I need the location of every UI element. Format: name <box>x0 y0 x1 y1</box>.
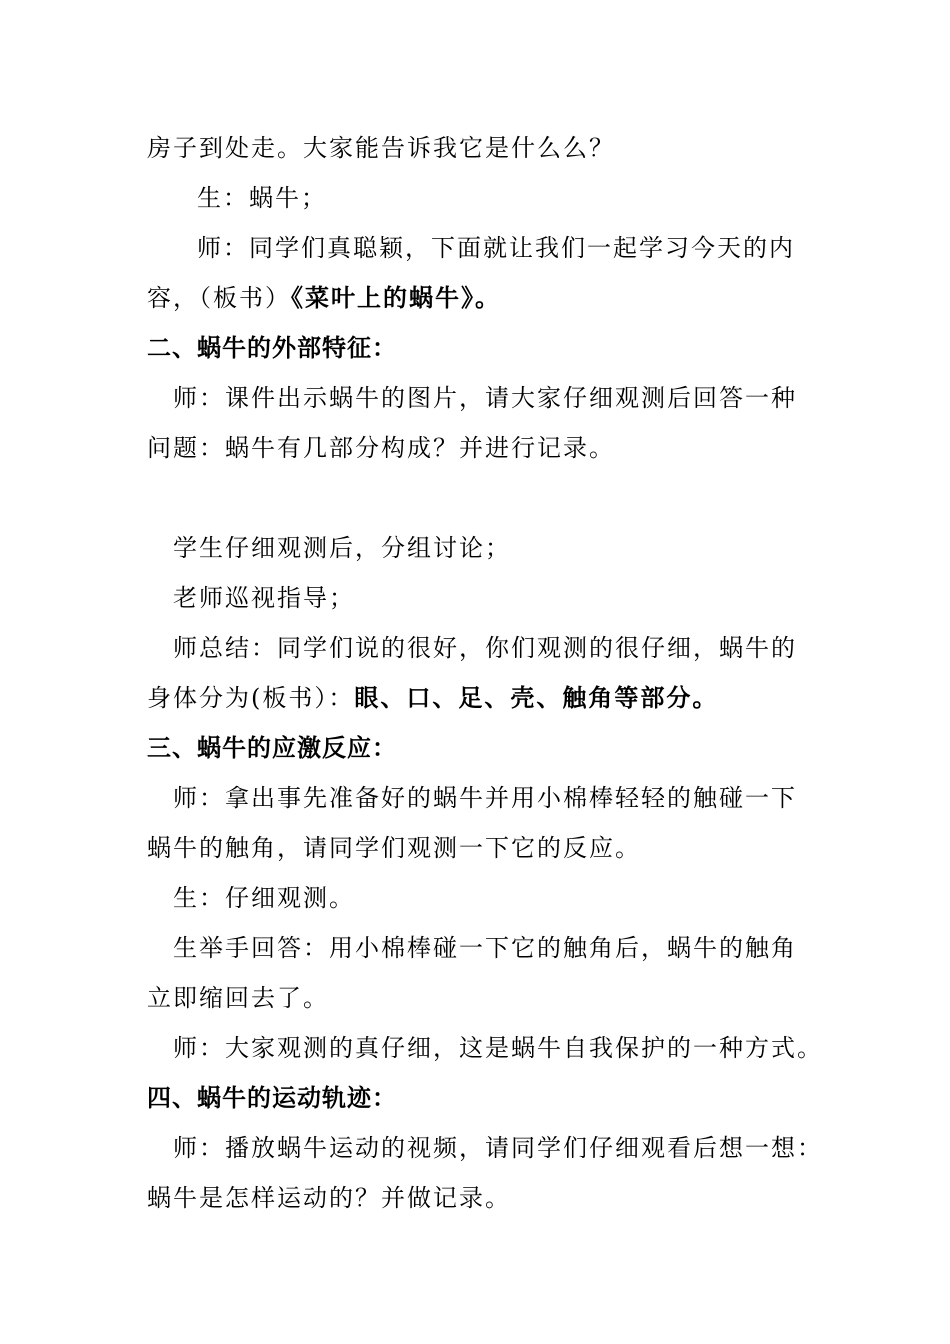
lesson-title: 《菜叶上的蜗牛》。 <box>291 283 501 312</box>
section-heading-2: 二、蜗牛的外部特征： <box>147 333 397 362</box>
paragraph-line: 生：蜗牛； <box>197 184 327 212</box>
paragraph-line: 学生仔细观测后，分组讨论； <box>173 534 511 562</box>
paragraph-line: 师：课件出示蜗牛的图片，请大家仔细观测后回答一种 <box>173 384 797 412</box>
paragraph-line: 师：大家观测的真仔细，这是蜗牛自我保护的一种方式。 <box>173 1034 823 1062</box>
paragraph-line: 师：同学们真聪颖，下面就让我们一起学习今天的内 <box>197 234 795 262</box>
paragraph-line: 房子到处走。大家能告诉我它是什么么？ <box>147 134 615 162</box>
paragraph-line <box>147 283 501 313</box>
paragraph-line: 生举手回答：用小棉棒碰一下它的触角后，蜗牛的触角 <box>173 934 797 962</box>
body-parts-list: 眼、口、足、壳、触角等部分。 <box>354 683 719 712</box>
paragraph-line <box>147 683 718 713</box>
paragraph-line: 立即缩回去了。 <box>147 984 329 1012</box>
section-heading-4: 四、蜗牛的运动轨迹： <box>147 1083 397 1112</box>
paragraph-line: 蜗牛的触角，请同学们观测一下它的反应。 <box>147 834 641 862</box>
paragraph-line: 问题：蜗牛有几部分构成？并进行记录。 <box>147 434 615 462</box>
paragraph-line: 师总结：同学们说的很好，你们观测的很仔细，蜗牛的 <box>173 634 797 662</box>
paragraph-line: 师：拿出事先准备好的蜗牛并用小棉棒轻轻的触碰一下 <box>173 784 797 812</box>
paragraph-line: 师：播放蜗牛运动的视频，请同学们仔细观看后想一想： <box>173 1134 823 1162</box>
line-text: 身体分为(板书）： <box>147 684 355 712</box>
paragraph-line: 生：仔细观测。 <box>173 884 355 912</box>
section-heading-3: 三、蜗牛的应激反应： <box>147 733 397 762</box>
line-text: 容，（板书） <box>147 284 291 312</box>
paragraph-line: 老师巡视指导； <box>173 584 355 612</box>
paragraph-line: 蜗牛是怎样运动的？并做记录。 <box>147 1184 511 1212</box>
